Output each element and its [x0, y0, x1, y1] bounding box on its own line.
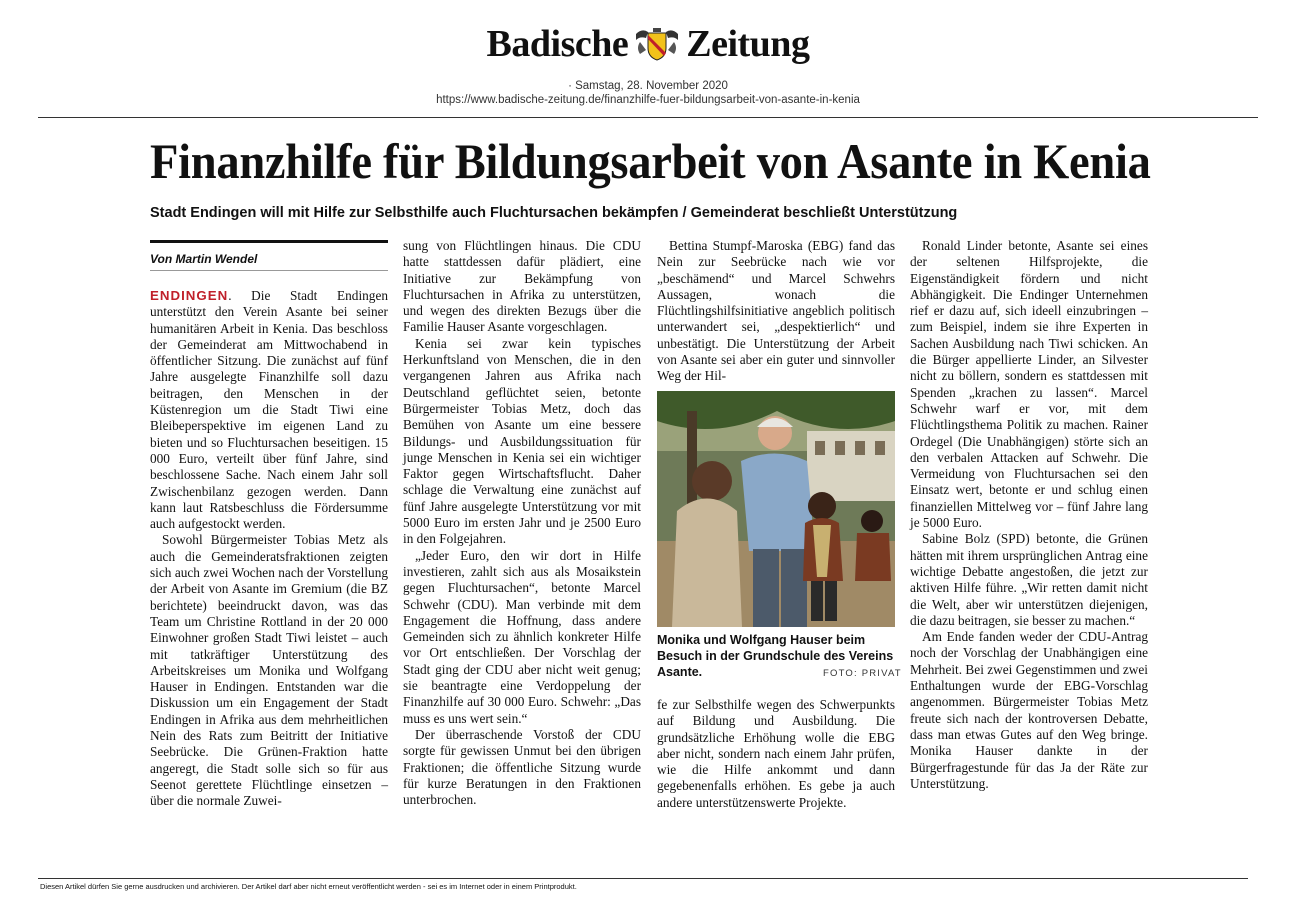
logo-name-right: Zeitung — [686, 23, 810, 65]
paragraph-text: . Die Stadt Endingen unterstützt den Verein Asante bei seiner humanitären Arbeit in Kenia. Das beschloss der Gemeinderat am Mittwochabend in öffentlicher Sitzung. Die zunächst auf fünf Jahre ausgelegte Finanzhilfe soll dazu beitragen, den Menschen in der Küstenregion um die Stadt Tiwi eine Bleibeperspektive im eigenen Land zu bieten und so Fluchtursachen beseitigen. 15 000 Euro, verteilt über fünf Jahre, sind beschlossene Sache. Nach einem Jahr soll Zwischenbilanz gezogen werden. Dann kann laut Ratsbeschluss die Fördersumme auch aufgestockt werden. — [150, 288, 388, 532]
footer-divider — [38, 878, 1248, 879]
paragraph: fe zur Selbsthilfe wegen des Schwerpunkts auf Bildung und Ausbildung. Die grundsätzliche Erhöhung wolle die EBG aber nicht, sondern nach einem Jahr prüfen, wie die Hilfe ankommt und dann gegebenenfalls erhöhen. Es gebe ja auch andere unterstützenswerte Projekte. — [657, 697, 895, 810]
paragraph: Kenia sei zwar kein typisches Herkunftsland von Menschen, die in den vergangenen Jahren aus Afrika nach Deutschland geflüchtet seien, betonte Bürgermeister Tobias Metz, doch das Bemühen von Asante um eine bessere Bildungs- und Ausbildungssituation für junge Menschen in Kenia sei ein wichtiger Faktor gegen Wirtschaftsflucht. Daher schlage die Verwaltung eine zunächst auf fünf Jahre ausgelegte Unterstützung vor mit 5000 Euro im ersten Jahr und je 2500 Euro in den Folgejahren. — [403, 335, 641, 547]
photo-caption: Monika und Wolfgang Hauser beim Besuch in der Grundschule des Vereins Asante. — [657, 633, 894, 679]
photo-credit: FOTO: PRIVAT — [823, 668, 902, 679]
newspaper-logo[interactable] — [487, 22, 810, 66]
byline-rule — [150, 240, 388, 243]
paragraph: Sowohl Bürgermeister Tobias Metz als auch die Gemeinderatsfraktionen zeigten sich auch zwei Wochen nach der Vorstellung der Arbeit von Asante im Gremium (die BZ berichtete) beeindruckt davon, was das Team um Christine Rottland in der 20 000 Einwohner großen Stadt Tiwi leistet – auch mit tatkräftiger Unterstützung des Arbeitskreises um Monika und Wolfgang Hauser in Endingen. Entstanden war die Diskussion um ein Engagement der Stadt Endingen in Afrika aus dem mehrheitlichen Nein des Rats zum Beitritt der Initiative Seebrücke. Die Grünen-Fraktion hatte angeregt, die Stadt solle sich so für aus Seenot gerettete Flüchtlinge einsetzen – über die normale Zuwei- — [150, 532, 388, 809]
text-column-1 — [150, 288, 388, 810]
article-headline: Finanzhilfe für Bildungsarbeit von Asante in Kenia — [150, 133, 1151, 189]
text-column-3-continued — [657, 697, 895, 811]
text-column-2 — [403, 238, 641, 808]
paragraph: Bettina Stumpf-Maroska (EBG) fand das Nein zur Seebrücke nach wie vor „beschämend“ und Marcel Schwehrs Aussagen, wonach die Flüchtlingshilfsinitiative angeblich politisch unterwandert sei, „despektierlich“ und unbestätigt. Die Unterstützung der Arbeit von Asante sei aber ein guter und sinnvoller Weg der Hil- — [657, 238, 895, 384]
photo-illustration — [657, 391, 895, 627]
paragraph — [150, 288, 388, 532]
paragraph: Der überraschende Vorstoß der CDU sorgte für gewissen Unmut bei den übrigen Fraktionen; die öffentliche Sitzung wurde für kurze Beratungen in den Fraktionen unterbrochen. — [403, 726, 641, 808]
paragraph: „Jeder Euro, den wir dort in Hilfe investieren, zahlt sich aus als Mosaikstein gegen Fluchtursachen“, betonte Marcel Schwehr (CDU). Man verbinde mit dem Engagement die Hoffnung, dass andere Gemeinden sich zu ähnlich konkreter Hilfe vor Ort entschließen. Der Vorschlag der Stadt ging der CDU aber nicht weit genug; sie beantragte eine Verdoppelung der Finanzhilfe auf 30 000 Euro. Schwehr: „Das muss es uns wert sein.“ — [403, 547, 641, 726]
article-photo[interactable] — [657, 391, 895, 627]
coat-of-arms-icon — [634, 26, 680, 62]
paragraph: Sabine Bolz (SPD) betonte, die Grünen hätten mit ihrem ursprünglichen Antrag eine wichtige Debatte angestoßen, die jetzt zur aktiven Hilfe führe. „Wir retten damit nicht die Welt, aber wir unterstützen diejenigen, die dazu beitragen, sie besser zu machen.“ — [910, 531, 1148, 628]
logo-name-left: Badische — [486, 23, 629, 65]
masthead — [0, 22, 1296, 66]
article-url[interactable]: https://www.badische-zeitung.de/finanzhilfe-fuer-bildungsarbeit-von-asante-in-kenia — [436, 94, 860, 106]
text-column-4 — [910, 238, 1148, 792]
paragraph: Ronald Linder betonte, Asante sei eines der seltenen Hilfsprojekte, die Eigenständigkeit fördern und nicht Abhängigkeit. Die Endinger Unternehmen rief er dazu auf, sich ideell einzubringen – zum Beispiel, indem sie ihre Experten in Sachen Ausbildung nach Tiwi schicken. An die Bürger appellierte Linder, an Silvester nicht zu böllern, sondern es stattdessen mit Spenden „krachen zu lassen“. Marcel Schwehr warf er vor, mit dem Flüchtlingsthema Politik zu machen. Rainer Ordegel (Die Unabhängigen) störte sich an den verbalen Attacken auf Schwehr. Die Vermeidung von Fluchtursachen sei den Einsatz wert, betonte er und schlug einen finanziellen Mittelweg vor – fünf Jahre lang je 5000 Euro. — [910, 238, 1148, 531]
publication-date: · Samstag, 28. November 2020 — [568, 80, 728, 92]
article-subheadline: Stadt Endingen will mit Hilfe zur Selbsthilfe auch Fluchtursachen bekämpfen / Gemeinderat beschließt Unterstützung — [150, 205, 958, 221]
byline: Von Martin Wendel — [150, 252, 258, 266]
paragraph: sung von Flüchtlingen hinaus. Die CDU hatte stattdessen dafür plädiert, eine Initiative zur Bekämpfung von Fluchtursachen in Afrika zu unterstützen, und wegen des direkten Bezugs über die Familie Hauser Asante vorgeschlagen. — [403, 238, 641, 335]
paragraph: Am Ende fanden weder der CDU-Antrag noch der Vorschlag der Unabhängigen eine Mehrheit. Bei zwei Gegenstimmen und zwei Enthaltungen wurde der EBG-Vorschlag angenommen. Bürgermeister Tobias Metz freute sich nach der kontroversen Debatte, dass man etwas Gutes auf den Weg bringe. Monika Hauser dankte in der Bürgerfragestunde für das Ja der Räte zur Unterstützung. — [910, 629, 1148, 791]
dateline: ENDINGEN — [150, 288, 229, 303]
reprint-notice: Diesen Artikel dürfen Sie gerne ausdrucken und archivieren. Der Artikel darf aber nicht erneut veröffentlicht werden - sei es im Internet oder in einem Printprodukt. — [40, 882, 577, 891]
text-column-3 — [657, 238, 895, 385]
byline-underline — [150, 270, 388, 271]
header-divider — [38, 117, 1258, 118]
